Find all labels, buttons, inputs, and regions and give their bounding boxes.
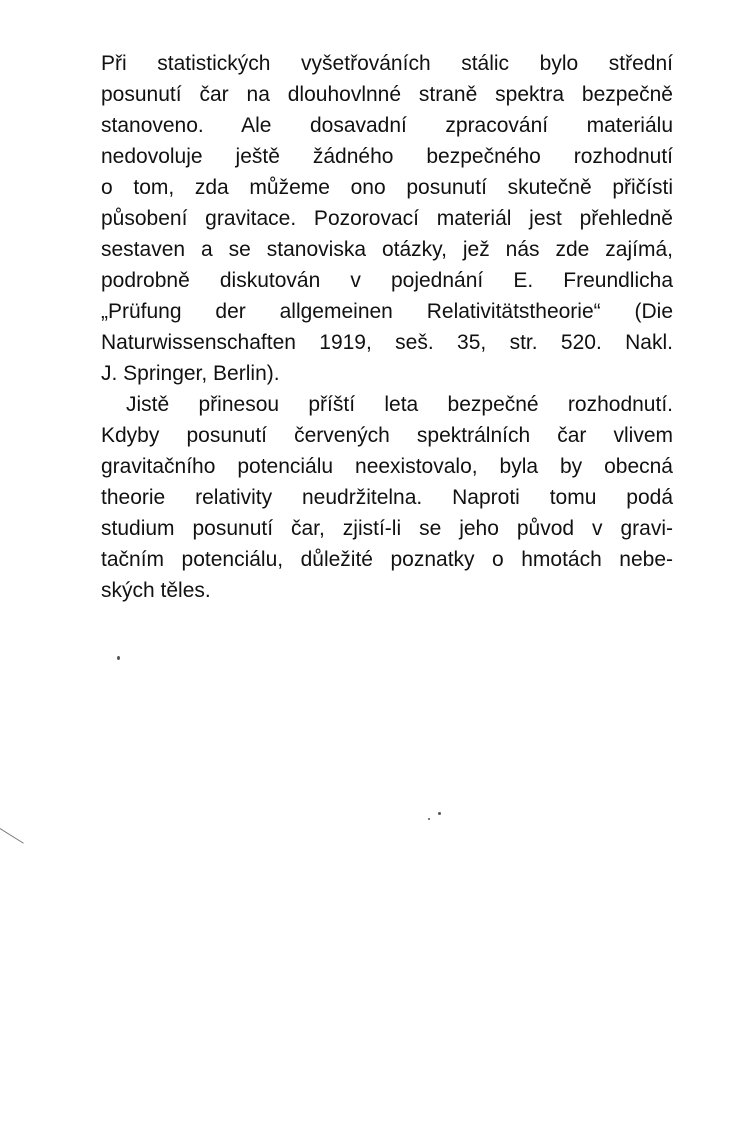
text-line: stanoveno. Ale dosavadní zpracování materiálu xyxy=(101,114,673,137)
text-line: působení gravitace. Pozorovací materiál jest přehledně xyxy=(101,207,673,230)
text-line: sestaven a se stanoviska otázky, jež nás zde zajímá, xyxy=(101,238,673,261)
text-line: o tom, zda můžeme ono posunutí skutečně přičísti xyxy=(101,176,673,199)
text-line: „Prüfung der allgemeinen Relativitätstheorie“ (Die xyxy=(101,300,673,323)
text-line: Při statistických vyšetřováních stálic bylo střední xyxy=(101,52,673,75)
text-line: theorie relativity neudržitelna. Naproti tomu podá xyxy=(101,486,673,509)
text-line: posunutí čar na dlouhovlnné straně spektra bezpečně xyxy=(101,83,673,106)
text-line: gravitačního potenciálu neexistovalo, byla by obecná xyxy=(101,455,673,478)
print-speck xyxy=(438,812,441,815)
text-line: Kdyby posunutí červených spektrálních čar vlivem xyxy=(101,424,673,447)
text-line: studium posunutí čar, zjistí-li se jeho původ v gravi- xyxy=(101,517,673,540)
page-scratch xyxy=(0,828,24,844)
text-line: Naturwissenschaften 1919, seš. 35, str. 520. Nakl. xyxy=(101,331,673,354)
text-line: podrobně diskutován v pojednání E. Freundlicha xyxy=(101,269,673,292)
text-line: J. Springer, Berlin). xyxy=(101,362,280,385)
text-line: Jistě přinesou příští leta bezpečné rozhodnutí. xyxy=(126,393,673,416)
text-line: nedovoluje ještě žádného bezpečného rozhodnutí xyxy=(101,145,673,168)
text-line: tačním potenciálu, důležité poznatky o hmotách nebe- xyxy=(101,548,673,571)
print-speck xyxy=(117,656,120,660)
text-line: ských těles. xyxy=(101,579,211,602)
body-text xyxy=(101,48,673,606)
print-speck xyxy=(428,818,430,820)
